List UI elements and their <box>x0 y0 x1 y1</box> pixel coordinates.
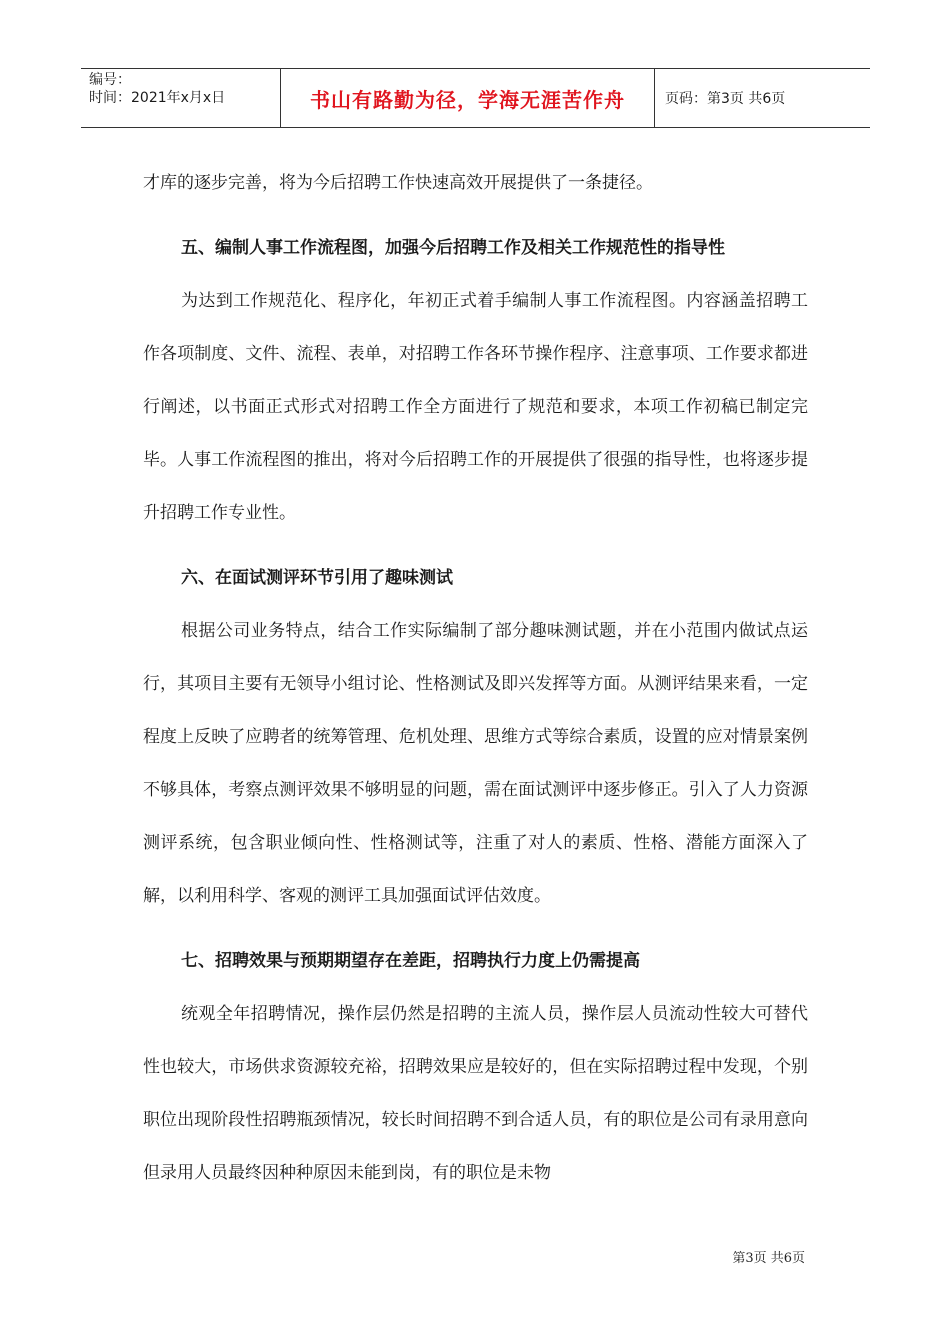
page-footer: 第3页 共6页 <box>732 1251 805 1266</box>
header-motto: 书山有路勤为径，学海无涯苦作舟 <box>281 69 655 127</box>
document-body <box>143 157 808 1200</box>
paragraph-section-6: 根据公司业务特点，结合工作实际编制了部分趣味测试题，并在小范围内做试点运行，其项目主要有无领导小组讨论、性格测试及即兴发挥等方面。从测评结果来看，一定程度上反映了应聘者的统筹管理、危机处理、思维方式等综合素质，设置的应对情景案例不够具体，考察点测评效果不够明显的问题，需在面试测评中逐步修正。引入了人力资源测评系统，包含职业倾向性、性格测试等，注重了对人的素质、性格、潜能方面深入了解，以利用科学、客观的测评工具加强面试评估效度。 <box>143 621 808 906</box>
page-header <box>81 68 870 128</box>
paragraph-section-7: 统观全年招聘情况，操作层仍然是招聘的主流人员，操作层人员流动性较大可替代性也较大，市场供求资源较充裕，招聘效果应是较好的，但在实际招聘过程中发现，个别职位出现阶段性招聘瓶颈情况，较长时间招聘不到合适人员，有的职位是公司有录用意向但录用人员最终因种种原因未能到岗，有的职位是未物 <box>143 1004 808 1183</box>
paragraph-continued: 才库的逐步完善，将为今后招聘工作快速高效开展提供了一条捷径。 <box>143 173 653 193</box>
section-heading-6: 六、在面试测评环节引用了趣味测试 <box>181 568 453 588</box>
section-heading-7: 七、招聘效果与预期期望存在差距，招聘执行力度上仍需提高 <box>181 951 640 971</box>
header-meta <box>81 69 281 127</box>
header-page-number: 页码：第3页 共6页 <box>665 91 786 107</box>
doc-number-label: 编号： <box>89 72 131 88</box>
section-heading-5: 五、编制人事工作流程图，加强今后招聘工作及相关工作规范性的指导性 <box>181 238 725 258</box>
paragraph-section-5: 为达到工作规范化、程序化，年初正式着手编制人事工作流程图。内容涵盖招聘工作各项制度、文件、流程、表单，对招聘工作各环节操作程序、注意事项、工作要求都进行阐述，以书面正式形式对招聘工作全方面进行了规范和要求，本项工作初稿已制定完毕。人事工作流程图的推出，将对今后招聘工作的开展提供了很强的指导性，也将逐步提升招聘工作专业性。 <box>143 291 808 523</box>
doc-date-label: 时间：2021年x月x日 <box>89 90 226 106</box>
